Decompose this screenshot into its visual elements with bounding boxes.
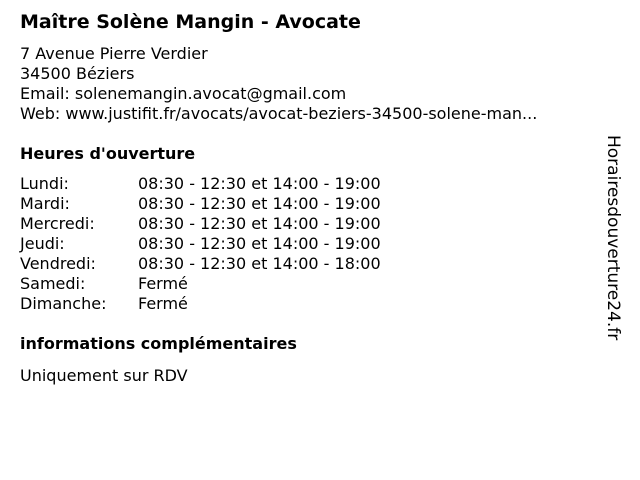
address-city: 34500 Béziers (20, 64, 135, 83)
hours-time: 08:30 - 12:30 et 14:00 - 19:00 (138, 234, 381, 253)
hours-time: 08:30 - 12:30 et 14:00 - 19:00 (138, 214, 381, 233)
hours-time: Fermé (138, 274, 188, 293)
info-heading: informations complémentaires (20, 334, 297, 353)
hours-day: Vendredi: (20, 254, 96, 273)
site-watermark: Horairesdouverture24.fr (603, 135, 623, 341)
web-line: Web: www.justifit.fr/avocats/avocat-beziers-34500-solene-man... (20, 104, 538, 123)
hours-day: Mercredi: (20, 214, 95, 233)
hours-time: 08:30 - 12:30 et 14:00 - 18:00 (138, 254, 381, 273)
address-street: 7 Avenue Pierre Verdier (20, 44, 208, 63)
hours-day: Lundi: (20, 174, 69, 193)
business-title: Maître Solène Mangin - Avocate (20, 11, 361, 33)
info-text: Uniquement sur RDV (20, 366, 188, 385)
address-block (20, 44, 537, 124)
hours-day: Mardi: (20, 194, 70, 213)
hours-time: 08:30 - 12:30 et 14:00 - 19:00 (138, 174, 381, 193)
hours-day: Jeudi: (20, 234, 65, 253)
hours-day: Dimanche: (20, 294, 107, 313)
hours-heading: Heures d'ouverture (20, 144, 196, 163)
email-line: Email: solenemangin.avocat@gmail.com (20, 84, 347, 103)
hours-day: Samedi: (20, 274, 86, 293)
hours-time: 08:30 - 12:30 et 14:00 - 19:00 (138, 194, 381, 213)
hours-time: Fermé (138, 294, 188, 313)
